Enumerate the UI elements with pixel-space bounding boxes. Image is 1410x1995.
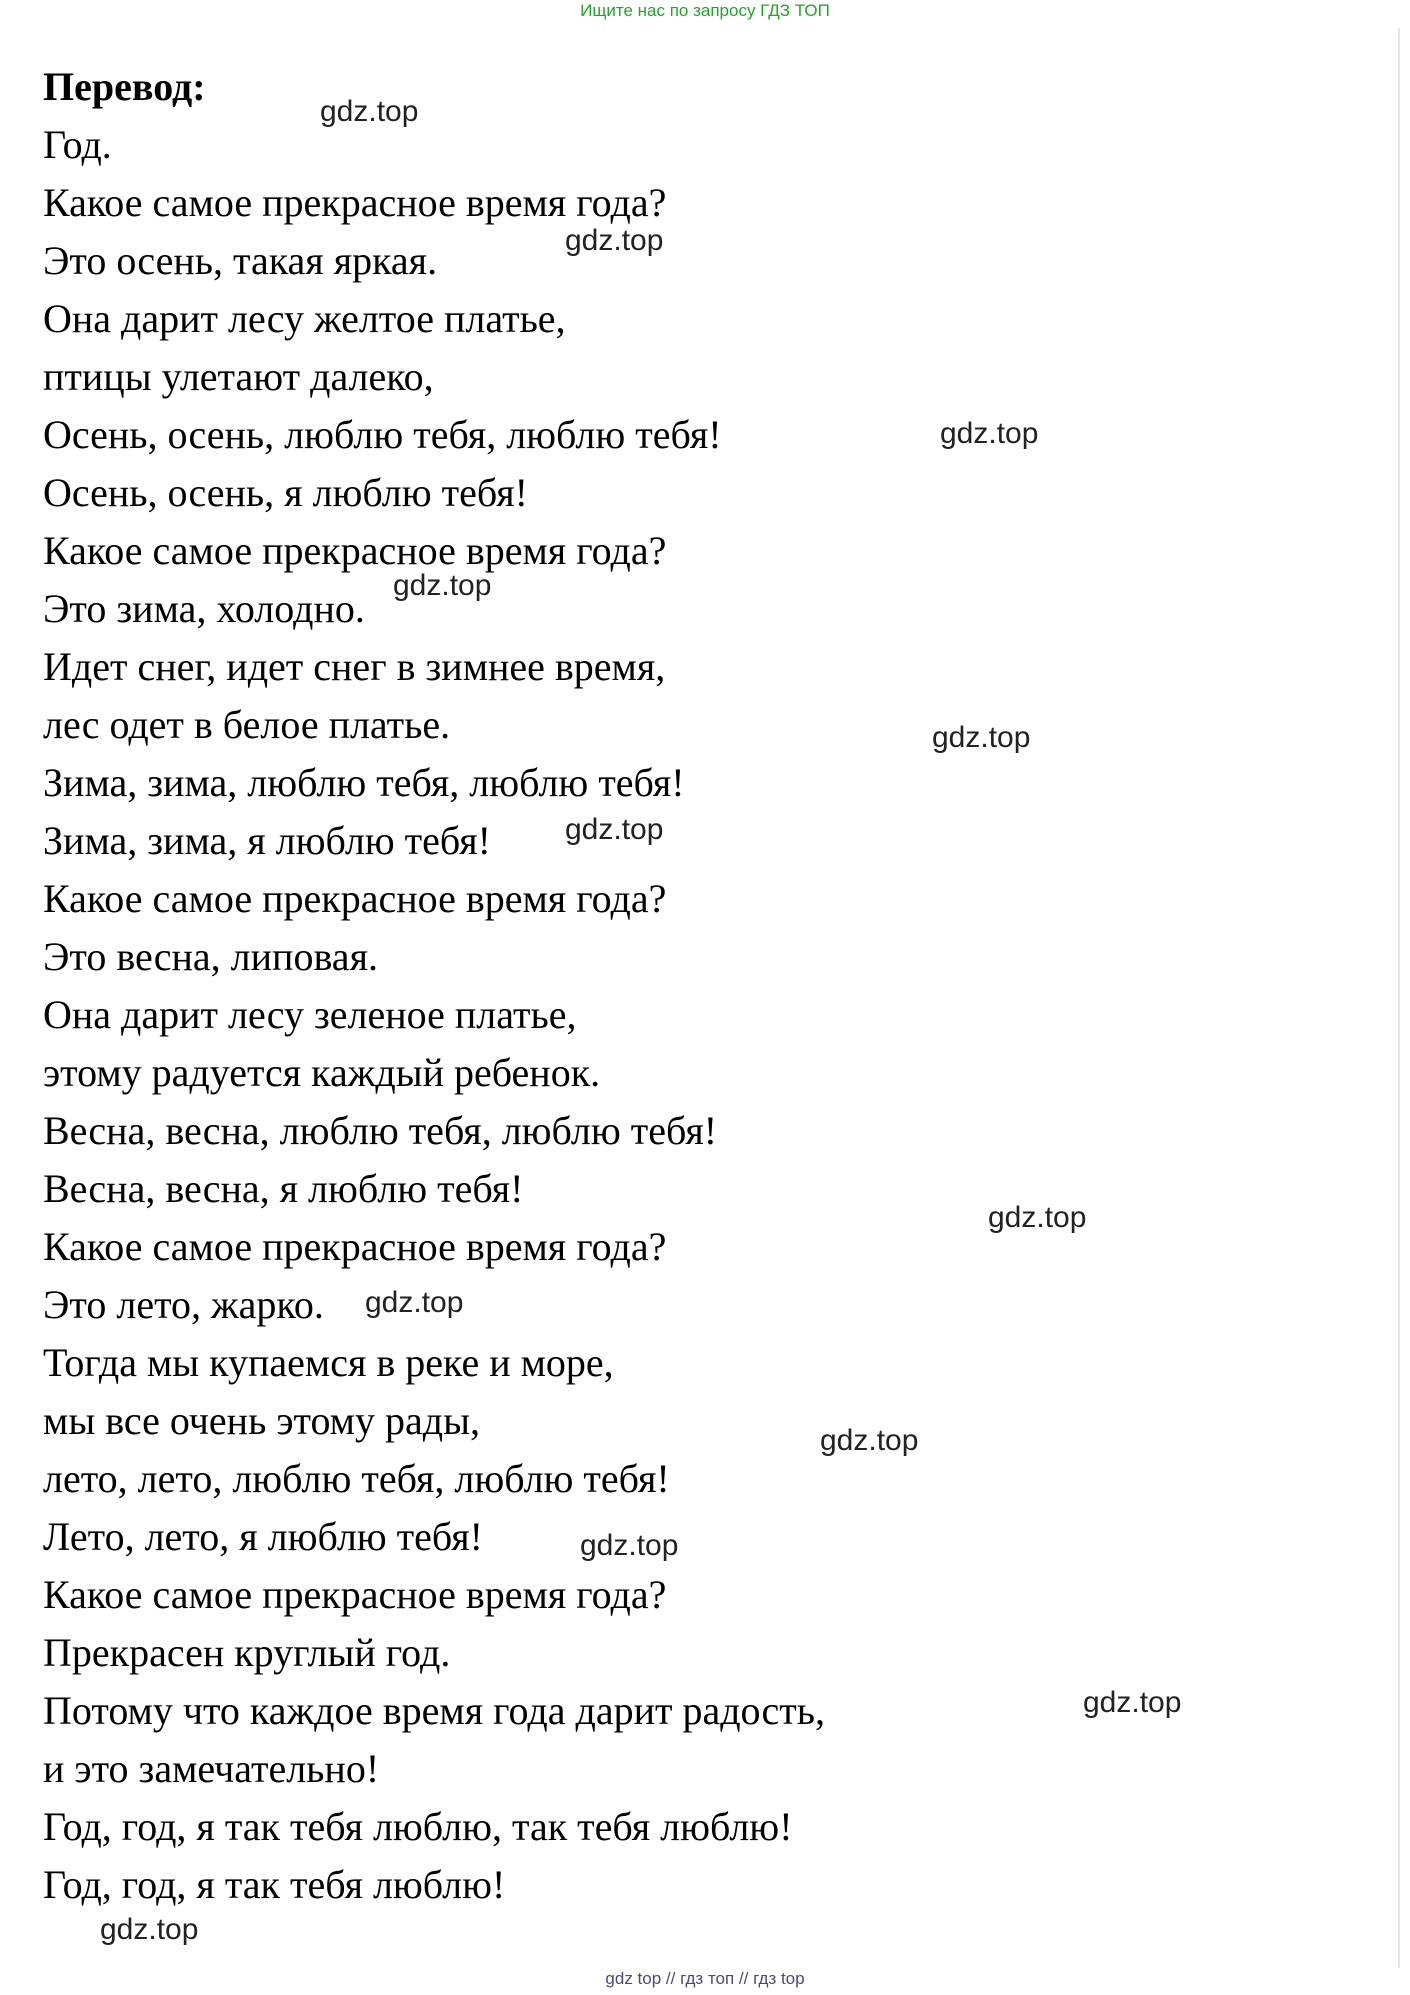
- document-title: Перевод:: [43, 64, 206, 109]
- poem-line: Идет снег, идет снег в зимнее время,: [43, 644, 666, 689]
- watermark: gdz.top: [1083, 1686, 1182, 1719]
- poem-line: Лето, лето, я люблю тебя!: [43, 1514, 483, 1559]
- poem-line: Она дарит лесу зеленое платье,: [43, 992, 577, 1037]
- poem-line: Осень, осень, я люблю тебя!: [43, 470, 528, 515]
- poem-line: Весна, весна, я люблю тебя!: [43, 1166, 524, 1211]
- watermark: gdz.top: [988, 1201, 1087, 1234]
- poem-line: Какое самое прекрасное время года?: [43, 180, 667, 225]
- poem-line: Год.: [43, 122, 112, 167]
- poem-line: птицы улетают далеко,: [43, 354, 434, 399]
- poem-line: Какое самое прекрасное время года?: [43, 876, 667, 921]
- poem-line: Прекрасен круглый год.: [43, 1630, 451, 1675]
- watermark: gdz.top: [393, 569, 492, 602]
- poem-line: этому радуется каждый ребенок.: [43, 1050, 601, 1095]
- watermark: gdz.top: [565, 813, 664, 846]
- page-edge-divider: [1398, 28, 1400, 1968]
- poem-line: Зима, зима, я люблю тебя!: [43, 818, 491, 863]
- poem-line: Это осень, такая яркая.: [43, 238, 438, 283]
- poem-line: и это замечательно!: [43, 1746, 380, 1791]
- poem-line: лето, лето, люблю тебя, люблю тебя!: [43, 1456, 670, 1501]
- poem-line: Какое самое прекрасное время года?: [43, 1572, 667, 1617]
- watermark: gdz.top: [580, 1529, 679, 1562]
- poem-line: Это весна, липовая.: [43, 934, 378, 979]
- poem-line: Осень, осень, люблю тебя, люблю тебя!: [43, 412, 722, 457]
- poem-line: Год, год, я так тебя люблю, так тебя люблю!: [43, 1804, 793, 1849]
- poem-line: мы все очень этому рады,: [43, 1398, 480, 1443]
- poem-line: Потому что каждое время года дарит радость,: [43, 1688, 826, 1733]
- watermark: gdz.top: [565, 224, 664, 257]
- top-banner: Ищите нас по запросу ГДЗ ТОП: [580, 1, 830, 20]
- poem-line: Тогда мы купаемся в реке и море,: [43, 1340, 614, 1385]
- footer-links: gdz top // гдз топ // гдз top: [605, 1969, 805, 1988]
- poem-line: Она дарит лесу желтое платье,: [43, 296, 566, 341]
- watermark: gdz.top: [932, 721, 1031, 754]
- poem-lines: [43, 116, 825, 1914]
- watermark: gdz.top: [320, 95, 419, 128]
- poem-line: Какое самое прекрасное время года?: [43, 1224, 667, 1269]
- watermark: gdz.top: [100, 1913, 199, 1946]
- watermark: gdz.top: [365, 1286, 464, 1319]
- poem-line: Это лето, жарко.: [43, 1282, 324, 1327]
- poem-line: Год, год, я так тебя люблю!: [43, 1862, 506, 1907]
- poem-line: Какое самое прекрасное время года?: [43, 528, 667, 573]
- watermark: gdz.top: [940, 417, 1039, 450]
- poem-line: Зима, зима, люблю тебя, люблю тебя!: [43, 760, 685, 805]
- poem-line: Весна, весна, люблю тебя, люблю тебя!: [43, 1108, 718, 1153]
- poem-line: лес одет в белое платье.: [43, 702, 451, 747]
- document-body: [43, 58, 825, 1914]
- watermark: gdz.top: [820, 1424, 919, 1457]
- poem-line: Это зима, холодно.: [43, 586, 365, 631]
